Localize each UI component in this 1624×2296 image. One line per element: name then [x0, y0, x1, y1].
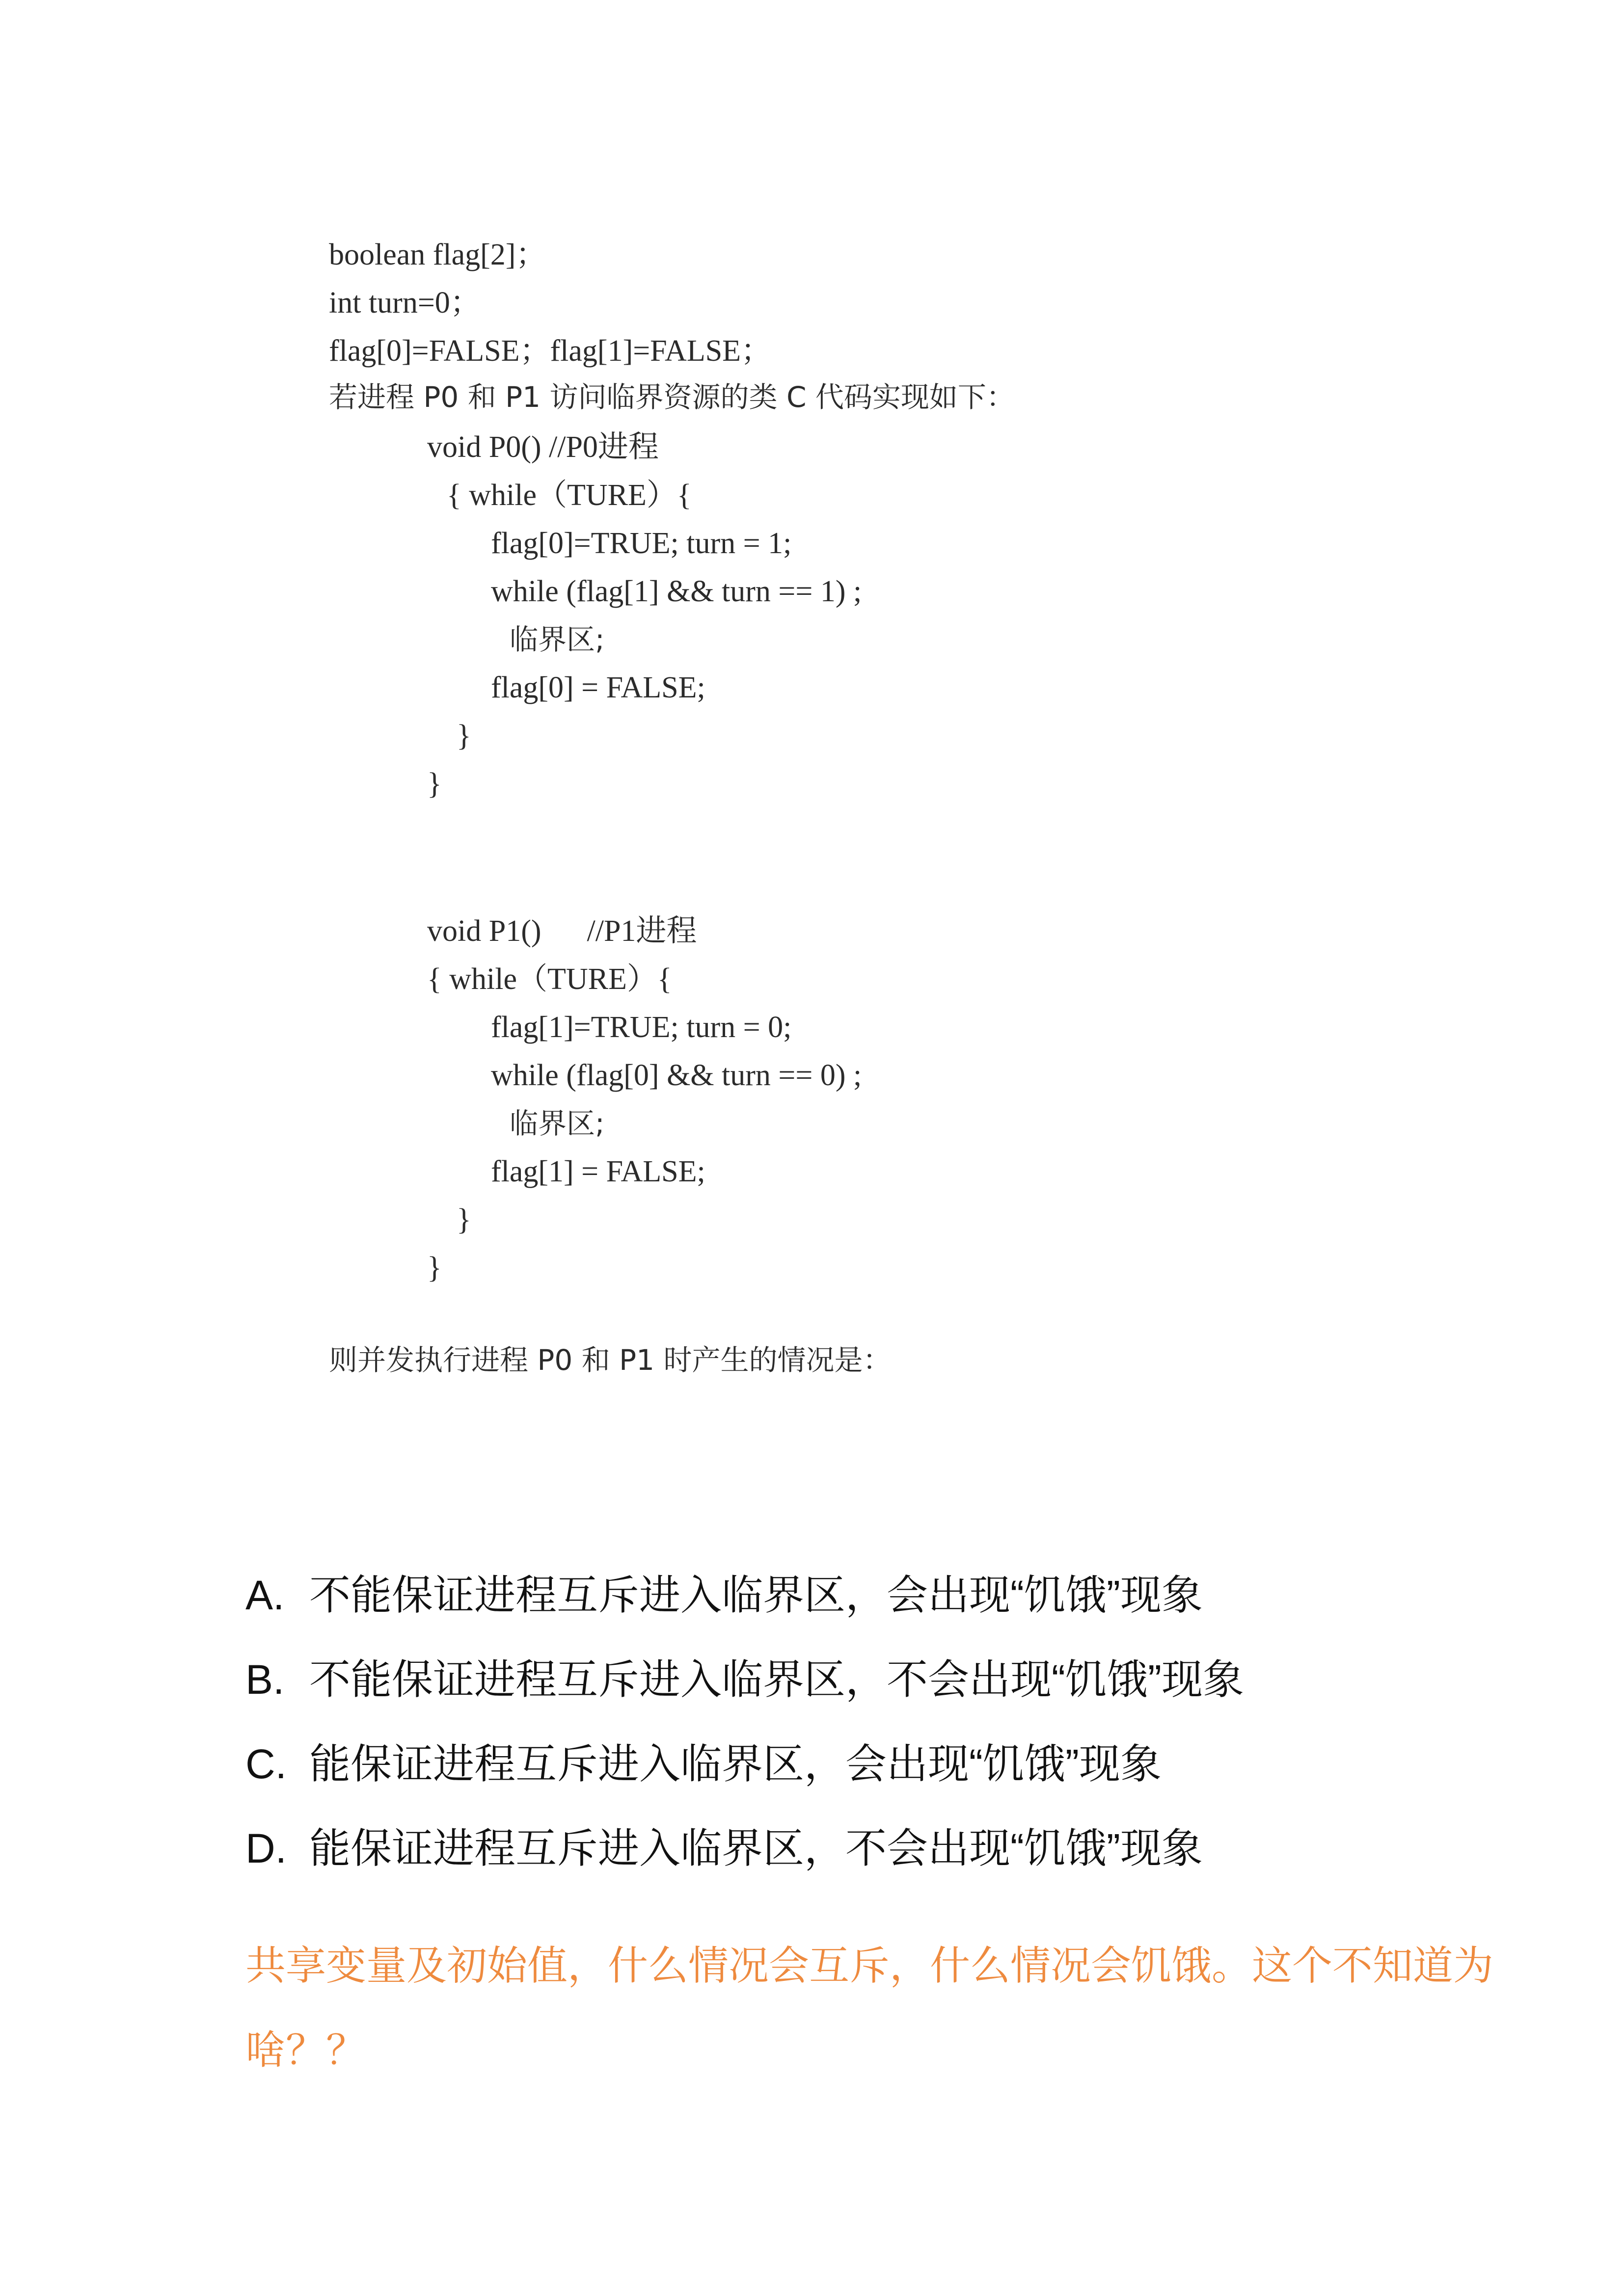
- code-line: boolean flag[2]；: [329, 238, 546, 271]
- option-text: 能保证进程互斥进入临界区，不会出现“饥饿”现象: [309, 1825, 1203, 1871]
- code-line: }: [457, 1203, 471, 1236]
- code-line: 临界区;: [510, 1107, 605, 1140]
- option-b: [245, 1650, 1244, 1709]
- option-d: [245, 1819, 1203, 1878]
- option-letter: C.: [245, 1741, 287, 1787]
- code-line: void P0() //P0进程: [427, 430, 659, 464]
- option-letter: A.: [245, 1572, 285, 1618]
- code-line: }: [427, 767, 442, 801]
- code-line: flag[1]=TRUE; turn = 0;: [491, 1011, 792, 1044]
- option-letter: B.: [245, 1656, 285, 1703]
- question-prompt: 则并发执行进程 P0 和 P1 时产生的情况是：: [329, 1343, 892, 1377]
- question-intro: 若进程 P0 和 P1 访问临界资源的类 C 代码实现如下：: [329, 380, 1015, 414]
- code-line: { while（TURE）{: [447, 479, 692, 512]
- code-line: while (flag[1] && turn == 1) ;: [491, 575, 862, 608]
- code-line: }: [457, 719, 471, 752]
- annotation-note: 共享变量及初始值，什么情况会互斥，什么情况会饥饿。这个不知道为啥？？: [245, 1943, 1494, 2074]
- code-line: void P1() //P1进程: [427, 914, 697, 948]
- option-letter: D.: [245, 1825, 287, 1871]
- code-line: flag[0]=FALSE；flag[1]=FALSE；: [329, 334, 772, 368]
- code-line: int turn=0；: [329, 286, 481, 320]
- code-line: { while（TURE）{: [427, 962, 672, 996]
- code-line: while (flag[0] && turn == 0) ;: [491, 1059, 862, 1092]
- option-text: 不能保证进程互斥进入临界区，会出现“饥饿”现象: [309, 1572, 1203, 1618]
- option-text: 不能保证进程互斥进入临界区，不会出现“饥饿”现象: [309, 1656, 1244, 1703]
- code-line: flag[0] = FALSE;: [491, 671, 705, 704]
- code-line: flag[0]=TRUE; turn = 1;: [491, 527, 792, 560]
- code-line: flag[1] = FALSE;: [491, 1155, 705, 1188]
- code-line: }: [427, 1251, 442, 1284]
- option-a: [245, 1566, 1203, 1625]
- code-line: 临界区;: [510, 623, 605, 656]
- option-text: 能保证进程互斥进入临界区，会出现“饥饿”现象: [309, 1741, 1162, 1787]
- option-c: [245, 1735, 1162, 1793]
